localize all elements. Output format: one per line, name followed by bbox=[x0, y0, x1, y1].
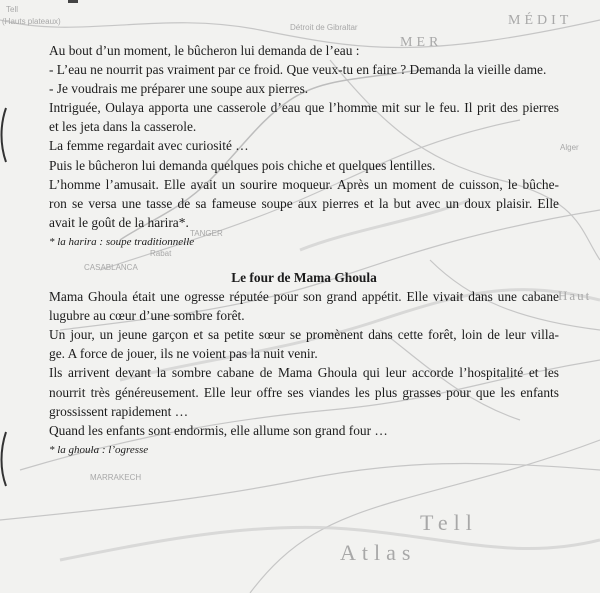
map-label-marrakech: MARRAKECH bbox=[90, 473, 142, 482]
story1-line-10: avait le goût de la harira*. bbox=[49, 214, 189, 230]
story1-line-2: - L’eau ne nourrit pas vraiment par ce froid. Que veux-tu en faire ? Demanda la vieille dame. bbox=[49, 62, 547, 78]
story2-title: Le four de Mama Ghoula bbox=[231, 269, 377, 285]
map-label-rabat: Rabat bbox=[150, 249, 172, 258]
story2-line-2: lugubre au cœur d’une sombre forêt. bbox=[49, 308, 245, 324]
story2-line-7: grossissent rapidement … bbox=[49, 403, 189, 419]
story1-line-7: Puis le bûcheron lui demanda quelques pois chiche et quelques lentilles. bbox=[49, 157, 436, 173]
map-label-hauts-plateaux: (Hauts plateaux) bbox=[2, 17, 61, 26]
map-label-atlas: Atlas bbox=[340, 540, 417, 565]
map-label-tell: Tell bbox=[6, 5, 19, 14]
map-label-alger: Alger bbox=[560, 143, 579, 152]
story2-line-3: Un jour, un jeune garçon et sa petite sœur se promènent dans cette forêt, loin de leur villa- bbox=[49, 327, 559, 343]
story2-line-1: Mama Ghoula était une ogresse réputée pour son grand appétit. Elle vivait dans une cabane bbox=[49, 289, 559, 305]
map-label-haut: Haut bbox=[558, 288, 592, 303]
map-label-tanger: TANGER bbox=[190, 229, 223, 238]
story2-line-6: nourrit très généreusement. Elle leur offre ses viandes les plus grasses pour que les enfants bbox=[49, 384, 559, 400]
map-label-gibraltar: Détroit de Gibraltar bbox=[290, 23, 358, 32]
story1 bbox=[49, 41, 559, 251]
story-text-block bbox=[49, 41, 559, 459]
map-label-tell-south: Tell bbox=[420, 510, 478, 535]
story1-line-1: Au bout d’un moment, le bûcheron lui demanda de l’eau : bbox=[49, 43, 360, 58]
story2-line-4: ge. A force de jouer, ils ne voient pas la nuit venir. bbox=[49, 346, 318, 362]
story1-line-5: et les jeta dans la casserole. bbox=[49, 119, 197, 135]
story1-line-4: Intriguée, Oulaya apporta une casserole d’eau que l’homme mit sur le feu. Il prit des pierres bbox=[49, 100, 559, 116]
story1-footnote: * la harira : soupe traditionnelle bbox=[49, 235, 195, 248]
story1-line-3: - Je voudrais me préparer une soupe aux pierres. bbox=[49, 81, 309, 97]
story2-line-8: Quand les enfants sont endormis, elle allume son grand four … bbox=[49, 422, 388, 438]
story2 bbox=[49, 287, 559, 459]
story2-line-5: Ils arrivent devant la sombre cabane de Mama Ghoula qui leur accorde l’hospitalité et les bbox=[49, 365, 559, 381]
map-label-casablanca: CASABLANCA bbox=[84, 263, 138, 272]
story1-line-8: L’homme l’amusait. Elle avait un sourire moqueur. Après un moment de cuisson, le bûche- bbox=[49, 176, 559, 192]
story2-footnote: * la ghoula : l’ogresse bbox=[49, 443, 149, 456]
story1-line-9: ron se versa une tasse de sa fameuse soupe aux pierres et la but avec un doux plaisir. Elle bbox=[49, 195, 559, 211]
map-label-medit: MÉDIT bbox=[508, 13, 573, 28]
story1-line-6: La femme regardait avec curiosité … bbox=[49, 138, 249, 154]
map-label-mer: MER bbox=[400, 35, 443, 50]
